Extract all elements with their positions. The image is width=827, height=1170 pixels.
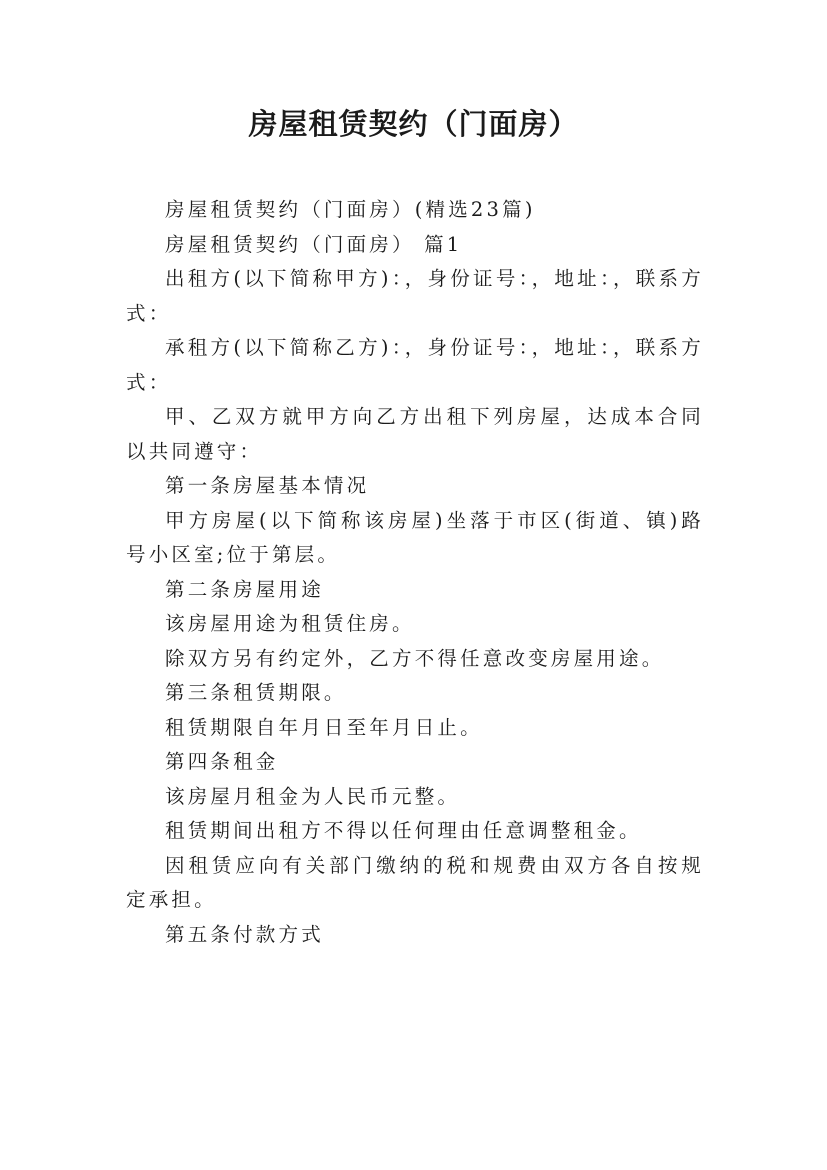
- paragraph-article-1-heading: 第一条房屋基本情况: [165, 474, 370, 497]
- paragraph-article-2-body-2: 除双方另有约定外，乙方不得任意改变房屋用途。: [165, 646, 665, 670]
- paragraph-agreement: 甲、乙双方就甲方向乙方出租下列房屋，达成本合同以共同遵守：: [126, 405, 704, 463]
- paragraph-lessor: 出租方(以下简称甲方)：，身份证号：，地址：，联系方式：: [126, 267, 704, 325]
- paragraph-article-4-body-1: 该房屋月租金为人民币元整。: [165, 784, 461, 808]
- document-body: [126, 193, 704, 952]
- paragraph-article-4-body-2: 租赁期间出租方不得以任何理由任意调整租金。: [165, 819, 642, 842]
- paragraph-article-3-heading: 第三条租赁期限。: [165, 681, 347, 704]
- document-title: 房屋租赁契约（门面房）: [248, 107, 579, 141]
- paragraph-article-5-heading: 第五条付款方式: [165, 922, 324, 946]
- paragraph-article-2-heading: 第二条房屋用途: [165, 577, 324, 601]
- paragraph-article-4-heading: 第四条租金: [165, 750, 279, 773]
- paragraph-subtitle: 房屋租赁契约（门面房）(精选23篇): [165, 198, 536, 221]
- paragraph-section-heading: 房屋租赁契约（门面房） 篇1: [165, 232, 463, 256]
- paragraph-lessee: 承租方(以下简称乙方)：，身份证号：，地址：，联系方式：: [126, 336, 704, 394]
- paragraph-article-2-body-1: 该房屋用途为租赁住房。: [165, 612, 415, 635]
- paragraph-article-3-body: 租赁期限自年月日至年月日止。: [165, 715, 483, 739]
- paragraph-article-1-body: 甲方房屋(以下简称该房屋)坐落于市区(街道、镇)路号小区室;位于第层。: [126, 508, 704, 566]
- paragraph-article-4-body-3: 因租赁应向有关部门缴纳的税和规费由双方各自按规定承担。: [126, 853, 704, 911]
